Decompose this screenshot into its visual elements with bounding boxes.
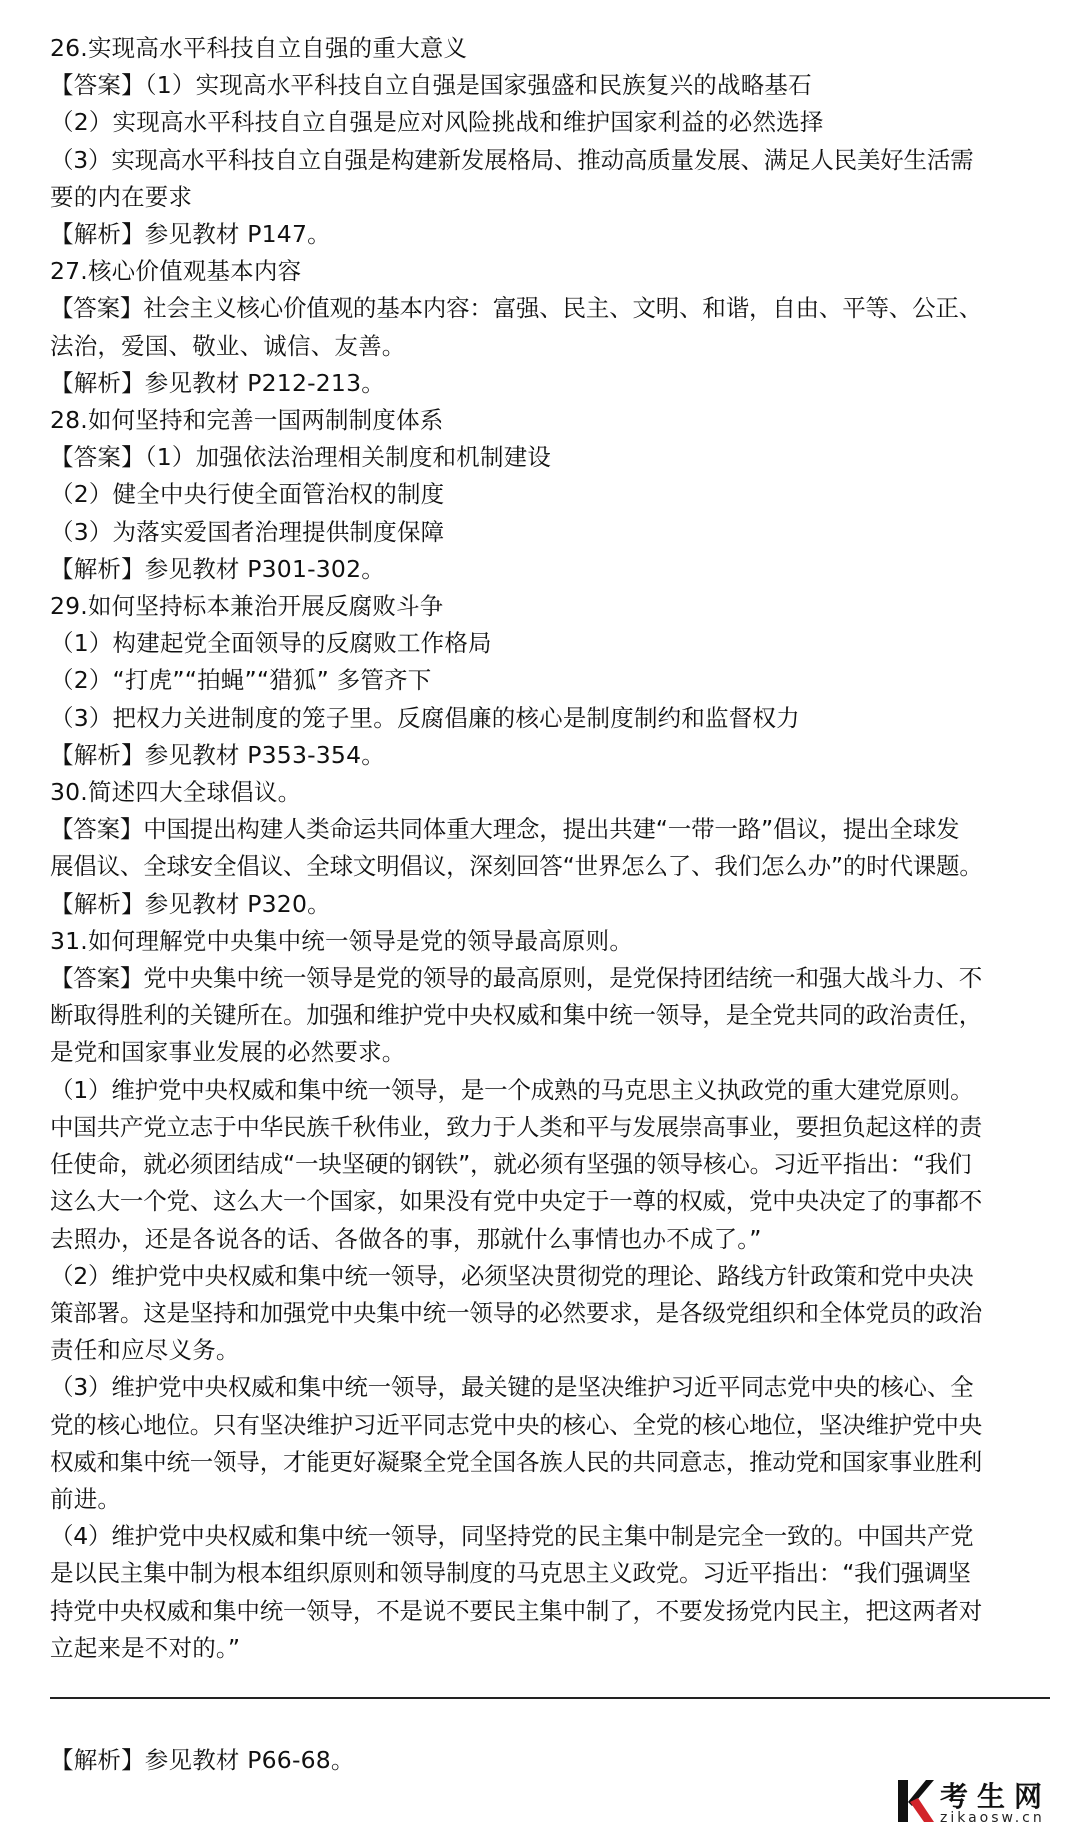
question-31-point-4-line-4: 立起来是不对的。” (50, 1633, 241, 1662)
question-26-answer-2: （2）实现高水平科技自立自强是应对风险挑战和维护国家利益的必然选择 (50, 108, 824, 137)
k-logo-icon (896, 1778, 934, 1824)
question-28-analysis: 【解析】参见教材 P301-302。 (50, 554, 385, 583)
question-29-answer-1: （1）构建起党全面领导的反腐败工作格局 (50, 629, 492, 658)
question-30-answer-cont: 展倡议、全球安全倡议、全球文明倡议，深刻回答“世界怎么了、我们怎么办”的时代课题。 (50, 852, 983, 881)
site-watermark (896, 1778, 1070, 1832)
question-29-title: 29.如何坚持标本兼治开展反腐败斗争 (50, 592, 444, 621)
question-31-point-4-line-3: 持党中央权威和集中统一领导，不是说不要民主集中制了，不要发扬党内民主，把这两者对 (50, 1596, 982, 1625)
question-30-answer: 【答案】中国提出构建人类命运共同体重大理念，提出共建“一带一路”倡议，提出全球发 (50, 815, 960, 844)
question-31-point-2-line-2: 策部署。这是坚持和加强党中央集中统一领导的必然要求，是各级党组织和全体党员的政治 (50, 1298, 982, 1327)
question-31-answer-line-3: 是党和国家事业发展的必然要求。 (50, 1038, 406, 1067)
question-31-point-3-line-1: （3）维护党中央权威和集中统一领导，最关键的是坚决维护习近平同志党中央的核心、全 (50, 1373, 974, 1402)
question-26-analysis: 【解析】参见教材 P147。 (50, 220, 331, 249)
question-27-analysis: 【解析】参见教材 P212-213。 (50, 368, 385, 397)
question-31-point-4-line-1: （4）维护党中央权威和集中统一领导，同坚持党的民主集中制是完全一致的。中国共产党 (50, 1522, 974, 1551)
question-26-answer-3-cont: 要的内在要求 (50, 182, 193, 211)
question-27-answer: 【答案】社会主义核心价值观的基本内容：富强、民主、文明、和谐，自由、平等、公正、 (50, 294, 982, 323)
question-31-point-1-line-4: 这么大一个党、这么大一个国家，如果没有党中央定于一尊的权威，党中央决定了的事都不 (50, 1187, 982, 1216)
question-31-answer-line-1: 【答案】党中央集中统一领导是党的领导的最高原则，是党保持团结统一和强大战斗力、不 (50, 964, 982, 993)
question-29-answer-2: （2）“打虎”“拍蝇”“猎狐” 多管齐下 (50, 666, 432, 695)
watermark-domain: zikaosw.cn (940, 1810, 1045, 1826)
question-26-answer-3: （3）实现高水平科技自立自强是构建新发展格局、推动高质量发展、满足人民美好生活需 (50, 145, 974, 174)
question-30-analysis: 【解析】参见教材 P320。 (50, 889, 331, 918)
question-30-title: 30.简述四大全球倡议。 (50, 778, 302, 807)
question-31-point-1-line-3: 任使命，就必须团结成“一块坚硬的钢铁”，就必须有坚强的领导核心。习近平指出：“我们 (50, 1150, 972, 1179)
question-26-answer-1: 【答案】（1）实现高水平科技自立自强是国家强盛和民族复兴的战略基石 (50, 71, 812, 100)
question-31-title: 31.如何理解党中央集中统一领导是党的领导最高原则。 (50, 926, 634, 955)
question-27-answer-cont: 法治，爱国、敬业、诚信、友善。 (50, 331, 406, 360)
question-29-answer-3: （3）把权力关进制度的笼子里。反腐倡廉的核心是制度制约和监督权力 (50, 703, 800, 732)
question-31-point-3-line-2: 党的核心地位。只有坚决维护习近平同志党中央的核心、全党的核心地位，坚决维护党中央 (50, 1410, 982, 1439)
question-28-answer-2: （2）健全中央行使全面管治权的制度 (50, 480, 445, 509)
question-28-answer-1: 【答案】（1）加强依法治理相关制度和机制建设 (50, 443, 552, 472)
section-divider (50, 1697, 1050, 1699)
document-body (50, 30, 1040, 1667)
question-28-answer-3: （3）为落实爱国者治理提供制度保障 (50, 517, 445, 546)
question-31-point-3-line-3: 权威和集中统一领导，才能更好凝聚全党全国各族人民的共同意志，推动党和国家事业胜利 (50, 1447, 982, 1476)
question-29-analysis: 【解析】参见教材 P353-354。 (50, 740, 385, 769)
watermark-site-name: 考生网 (940, 1780, 1052, 1813)
question-28-title: 28.如何坚持和完善一国两制制度体系 (50, 406, 444, 435)
question-31-point-1-line-2: 中国共产党立志于中华民族千秋伟业，致力于人类和平与发展崇高事业，要担负起这样的责 (50, 1112, 982, 1141)
question-31-point-2-line-1: （2）维护党中央权威和集中统一领导，必须坚决贯彻党的理论、路线方针政策和党中央决 (50, 1261, 974, 1290)
question-26-title: 26.实现高水平科技自立自强的重大意义 (50, 34, 468, 62)
question-31-point-3-line-4: 前进。 (50, 1484, 122, 1513)
question-31-point-1-line-5: 去照办，还是各说各的话、各做各的事，那就什么事情也办不成了。” (50, 1224, 762, 1253)
question-31-point-2-line-3: 责任和应尽义务。 (50, 1336, 240, 1365)
question-31-point-4-line-2: 是以民主集中制为根本组织原则和领导制度的马克思主义政党。习近平指出：“我们强调坚 (50, 1559, 971, 1588)
question-27-title: 27.核心价值观基本内容 (50, 257, 302, 286)
question-31-analysis: 【解析】参见教材 P66-68。 (50, 1746, 355, 1774)
question-31-answer-line-2: 断取得胜利的关键所在。加强和维护党中央权威和集中统一领导，是全党共同的政治责任， (50, 1001, 982, 1030)
question-31-point-1-line-1: （1）维护党中央权威和集中统一领导，是一个成熟的马克思主义执政党的重大建党原则。 (50, 1075, 974, 1104)
